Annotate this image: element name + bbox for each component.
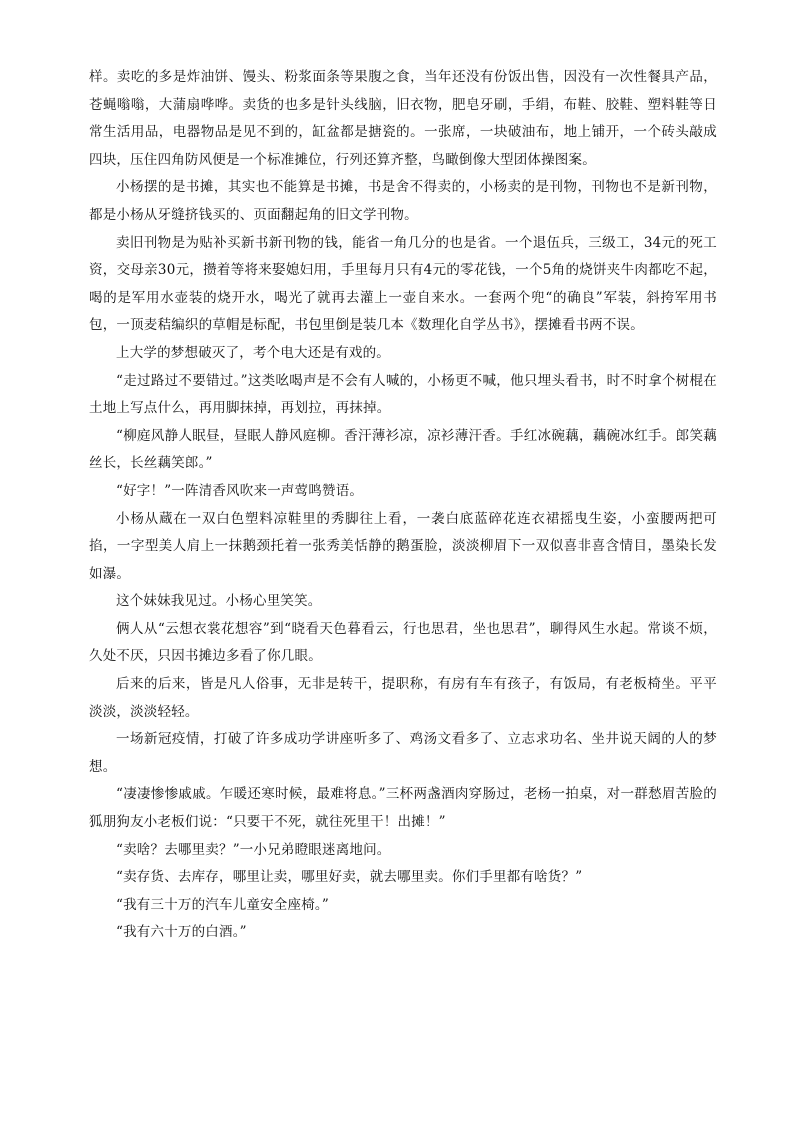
paragraph: “卖存货、去库存，哪里让卖，哪里好卖，就去哪里卖。你们手里都有啥货？”: [116, 869, 583, 886]
paragraph: “凄凄惨惨戚戚。乍暖还寒时候，最难将息。”三杯两盏酒肉穿肠过，老杨一拍桌，对一群愁眉苦脸的狐朋狗友小老板们说：“只要干不死，就往死里干！出摊！”: [89, 786, 717, 831]
paragraph: “走过路过不要错过。”这类吆喝声是不会有人喊的，小杨更不喊，他只埋头看书，时不时拿个树棍在土地上写点什么，再用脚抹掉，再划拉，再抹掉。: [89, 372, 717, 417]
paragraph: 小杨摆的是书摊，其实也不能算是书摊，书是舍不得卖的，小杨卖的是刊物，刊物也不是新刊物，都是小杨从牙缝挤钱买的、页面翻起角的旧文学刊物。: [89, 179, 717, 223]
paragraph: 上大学的梦想破灭了，考个电大还是有戏的。: [116, 344, 390, 361]
paragraph: “我有三十万的汽车儿童安全座椅。”: [116, 896, 329, 913]
paragraph: 一场新冠疫情，打破了许多成功学讲座听多了、鸡汤文看多了、立志求功名、坐井说天阔的人的梦想。: [89, 731, 717, 775]
paragraph: “我有六十万的白酒。”: [116, 924, 247, 941]
paragraph: 俩人从“云想衣裳花想容”到“晓看天色暮看云，行也思君，坐也思君”，聊得风生水起。常谈不烦，久处不厌，只因书摊边多看了你几眼。: [89, 620, 717, 665]
paragraph: 卖旧刊物是为贴补买新书新刊物的钱，能省一角几分的也是省。一个退伍兵，三级工，34元的死工资，交母亲30元，攒着等将来娶媳妇用，手里每月只有4元的零花钱，一个5角的烧饼夹牛肉都吃不起，喝的是军用水壶装的烧开水，喝光了就再去灌上一壶自来水。一套两个兜“的确良”军装，斜挎军用书包，一顶麦秸编织的草帽是标配，书包里倒是装几本《数理化自学丛书》，摆摊看书两不误。: [89, 234, 717, 334]
paragraph: 这个妹妹我见过。小杨心里笑笑。: [116, 593, 322, 610]
paragraph: 小杨从蔵在一双白色塑料凉鞋里的秀脚往上看，一袭白底蓝碎花连衣裙摇曳生姿，小蛮腰两把可掐，一字型美人肩上一抹鹅颈托着一张秀美恬静的鹅蛋脸，淡淡柳眉下一双似喜非喜含情目，墨染长发如瀑。: [89, 510, 717, 582]
body-text: [89, 64, 717, 947]
paragraph: “卖啥？去哪里卖？”一小兄弟瞪眼迷离地问。: [116, 841, 391, 858]
paragraph: “好字！”一阵清香风吹来一声莺鸣赞语。: [116, 482, 364, 499]
paragraph: “柳庭风静人眠昼，昼眠人静风庭柳。香汗薄衫凉，凉衫薄汗香。手红冰碗藕，藕碗冰红手。郎笑藕丝长，长丝藕笑郎。”: [89, 427, 717, 472]
paragraph: 样。卖吃的多是炸油饼、馒头、粉浆面条等果腹之食，当年还没有份饭出售，因没有一次性餐具产品，苍蝇嗡嗡，大蒲扇哗哗。卖货的也多是针头线脑，旧衣物，肥皂牙刷，手绢，布鞋、胶鞋、塑料鞋等日常生活用品，电器物品是见不到的，缸盆都是搪瓷的。一张席，一块破油布，地上铺开，一个砖头敲成四块，压住四角防风便是一个标准摊位，行列还算齐整，鸟瞰倒像大型团体操图案。: [89, 69, 717, 168]
paragraph: 后来的后来，皆是凡人俗事，无非是转干，提职称，有房有车有孩子，有饭局，有老板椅坐。平平淡淡，淡淡轻轻。: [89, 676, 717, 720]
